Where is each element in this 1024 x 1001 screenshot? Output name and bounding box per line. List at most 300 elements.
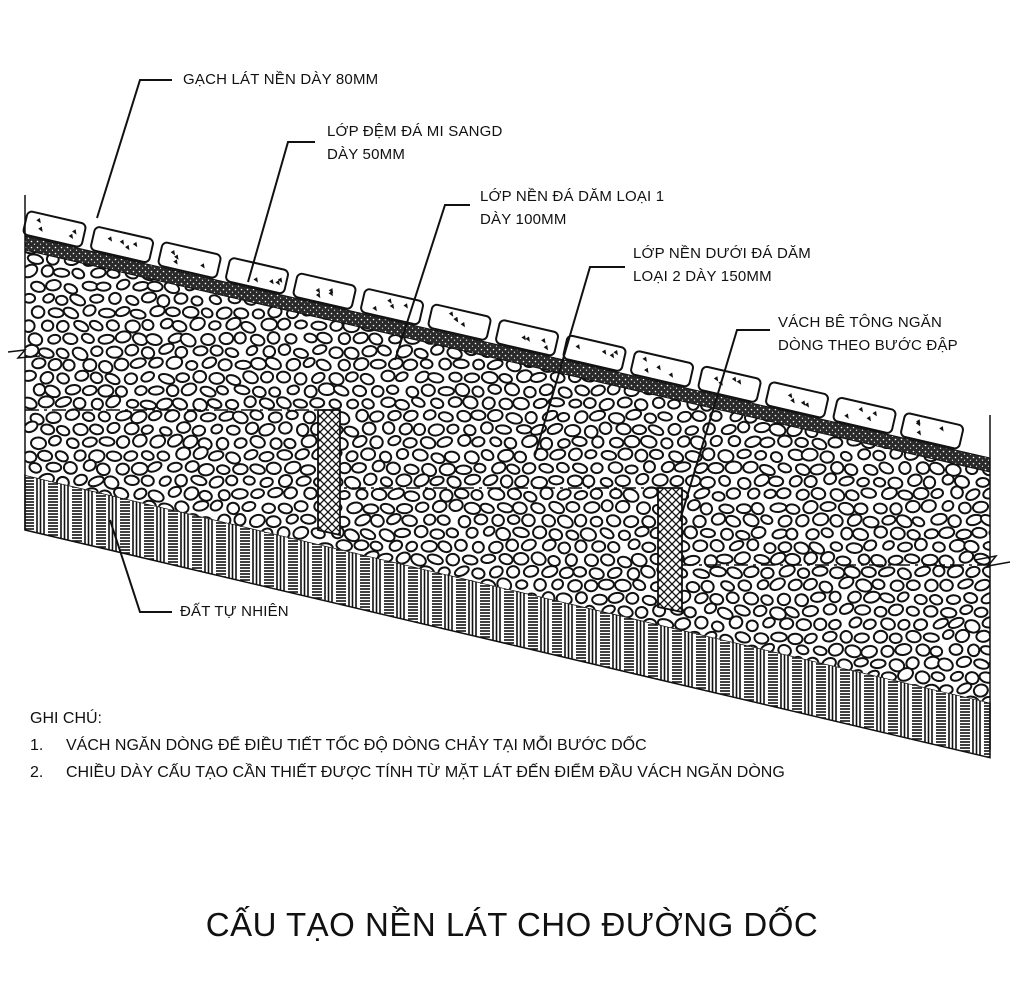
aggregate-stone — [989, 528, 1005, 539]
aggregate-stone — [830, 567, 845, 579]
aggregate-stone — [409, 241, 427, 255]
aggregate-stone — [989, 657, 1006, 671]
aggregate-stone — [139, 657, 155, 668]
aggregate-stone — [514, 655, 530, 669]
aggregate-stone — [651, 294, 666, 309]
aggregate-stone — [591, 489, 602, 499]
aggregate-stone — [639, 332, 655, 345]
aggregate-stone — [608, 462, 623, 474]
aggregate-stone — [208, 320, 221, 330]
aggregate-stone — [929, 748, 945, 760]
aggregate-stone — [39, 683, 56, 697]
aggregate-stone — [353, 230, 366, 241]
note-text: VÁCH NGĂN DÒNG ĐỂ ĐIỀU TIẾT TỐC ĐỘ DÒNG CHẢY TẠI MỖI BƯỚC DỐC — [66, 737, 647, 754]
aggregate-stone — [462, 215, 477, 225]
aggregate-stone — [785, 371, 800, 383]
aggregate-stone — [558, 230, 573, 244]
aggregate-stone — [839, 292, 855, 306]
aggregate-stone — [482, 293, 497, 306]
aggregate-stone — [520, 252, 538, 266]
aggregate-stone — [163, 226, 180, 242]
aggregate-stone — [177, 215, 190, 227]
aggregate-stone — [226, 241, 241, 256]
aggregate-stone — [126, 214, 138, 227]
aggregate-stone — [379, 267, 395, 281]
aggregate-stone — [592, 436, 604, 448]
aggregate-stone — [846, 543, 862, 554]
aggregate-stone — [852, 294, 867, 305]
aggregate-stone — [710, 566, 727, 577]
aggregate-stone — [904, 215, 920, 230]
aggregate-stone — [780, 228, 794, 240]
aggregate-stone — [452, 254, 470, 271]
aggregate-stone — [191, 683, 205, 695]
aggregate-stone — [814, 618, 827, 630]
aggregate-stone — [479, 242, 494, 251]
aggregate-stone — [515, 267, 529, 280]
aggregate-stone — [508, 671, 520, 683]
aggregate-stone — [753, 296, 769, 307]
aggregate-stone — [710, 306, 724, 317]
aggregate-stone — [438, 358, 451, 371]
aggregate-stone — [671, 217, 683, 227]
aggregate-stone — [658, 227, 674, 240]
aggregate-stone — [725, 305, 739, 318]
aggregate-stone — [174, 579, 191, 592]
aggregate-stone — [591, 280, 607, 294]
aggregate-stone — [523, 697, 535, 707]
aggregate-stone — [301, 669, 316, 681]
aggregate-stone — [240, 683, 255, 698]
aggregate-stone — [860, 253, 877, 265]
aggregate-stone — [537, 304, 554, 318]
aggregate-stone — [737, 504, 751, 513]
aggregate-stone — [147, 645, 164, 660]
aggregate-stone — [55, 685, 72, 698]
aggregate-stone — [972, 527, 987, 538]
aggregate-stone — [267, 672, 283, 685]
aggregate-stone — [854, 503, 868, 515]
aggregate-stone — [436, 227, 452, 242]
aggregate-stone — [125, 320, 140, 332]
note-item — [30, 737, 785, 755]
aggregate-stone — [896, 749, 909, 761]
aggregate-stone — [650, 684, 666, 698]
aggregate-stone — [22, 581, 35, 593]
aggregate-stone — [549, 476, 563, 485]
aggregate-stone — [63, 619, 78, 632]
aggregate-stone — [607, 696, 621, 708]
aggregate-stone — [209, 633, 226, 644]
aggregate-stone — [233, 670, 247, 682]
aggregate-stone — [914, 357, 929, 373]
aggregate-stone — [565, 425, 581, 437]
aggregate-stone — [661, 306, 676, 320]
note-text: CHIỀU DÀY CẤU TẠO CẦN THIẾT ĐƯỢC TÍNH TỪ MẶT LÁT ĐẾN ĐIỂM ĐẦU VÁCH NGĂN DÒNG — [66, 764, 785, 781]
aggregate-stone — [873, 477, 886, 487]
aggregate-stone — [829, 357, 843, 370]
aggregate-stone — [812, 359, 826, 371]
aggregate-stone — [381, 371, 394, 382]
aggregate-stone — [218, 359, 232, 372]
aggregate-stone — [236, 361, 251, 369]
aggregate-stone — [217, 669, 230, 682]
aggregate-stone — [329, 632, 345, 643]
aggregate-stone — [356, 488, 369, 500]
aggregate-stone — [83, 359, 96, 371]
aggregate-stone — [277, 450, 292, 461]
aggregate-stone — [328, 684, 344, 694]
aggregate-stone — [794, 280, 811, 294]
aggregate-stone — [764, 543, 776, 554]
aggregate-stone — [380, 242, 396, 253]
aggregate-stone — [318, 697, 333, 711]
aggregate-stone — [539, 256, 554, 266]
aggregate-stone — [474, 514, 487, 524]
aggregate-stone — [813, 226, 831, 242]
aggregate-stone — [516, 580, 527, 589]
aggregate-stone — [599, 293, 613, 305]
label-subbase-line1: LỚP NỀN DƯỚI ĐÁ DĂM — [633, 245, 811, 262]
aggregate-stone — [907, 398, 923, 408]
aggregate-stone — [810, 721, 828, 734]
aggregate-stone — [591, 463, 603, 474]
aggregate-stone — [529, 267, 544, 282]
aggregate-stone — [618, 448, 633, 461]
aggregate-stone — [585, 580, 598, 591]
aggregate-stone — [301, 514, 317, 525]
aggregate-stone — [667, 318, 682, 330]
aggregate-stone — [474, 280, 487, 291]
aggregate-stone — [940, 400, 954, 410]
aggregate-stone — [312, 239, 328, 254]
aggregate-stone — [318, 670, 334, 685]
aggregate-stone — [770, 503, 786, 513]
aggregate-stone — [497, 243, 513, 254]
aggregate-stone — [946, 252, 962, 268]
aggregate-stone — [449, 372, 462, 382]
aggregate-stone — [693, 516, 706, 528]
aggregate-stone — [402, 229, 418, 239]
aggregate-stone — [325, 214, 342, 229]
aggregate-stone — [634, 321, 647, 330]
label-cutoff-line2: DÒNG THEO BƯỚC ĐẬP — [778, 337, 958, 354]
aggregate-stone — [891, 580, 904, 591]
notes-block — [30, 710, 785, 791]
aggregate-stone — [879, 745, 897, 760]
aggregate-stone — [778, 542, 792, 553]
aggregate-stone — [464, 237, 482, 253]
aggregate-stone — [896, 281, 914, 296]
aggregate-stone — [956, 241, 974, 254]
aggregate-stone — [719, 215, 733, 226]
aggregate-stone — [558, 281, 571, 294]
aggregate-stone — [820, 214, 835, 228]
aggregate-stone — [899, 462, 910, 474]
aggregate-stone — [462, 266, 479, 281]
aggregate-stone — [439, 387, 454, 395]
aggregate-stone — [293, 684, 307, 698]
aggregate-stone — [225, 659, 242, 673]
aggregate-stone — [600, 215, 616, 229]
aggregate-stone — [53, 268, 69, 277]
aggregate-stone — [643, 699, 657, 708]
aggregate-stone — [981, 305, 998, 319]
drawing-title: CẤU TẠO NỀN LÁT CHO ĐƯỜNG DỐC — [205, 906, 819, 943]
aggregate-stone — [91, 580, 107, 591]
aggregate-stone — [150, 227, 164, 241]
aggregate-stone — [439, 463, 455, 476]
aggregate-stone — [982, 256, 996, 267]
aggregate-stone — [950, 358, 962, 370]
aggregate-stone — [28, 669, 46, 685]
aggregate-stone — [822, 293, 838, 305]
aggregate-stone — [106, 553, 122, 566]
aggregate-stone — [98, 385, 113, 397]
aggregate-stone — [514, 684, 531, 700]
aggregate-stone — [41, 606, 56, 615]
aggregate-stone — [360, 214, 378, 229]
aggregate-stone — [65, 668, 79, 681]
aggregate-stone — [642, 542, 656, 552]
aggregate-stone — [446, 659, 461, 673]
aggregate-stone — [57, 633, 70, 643]
aggregate-stone — [992, 473, 1007, 486]
aggregate-stone — [728, 436, 740, 447]
aggregate-stone — [250, 670, 266, 682]
aggregate-stone — [105, 683, 122, 698]
aggregate-stone — [891, 215, 906, 227]
aggregate-stone — [922, 554, 938, 565]
aggregate-stone — [149, 386, 164, 395]
aggregate-stone — [275, 657, 293, 672]
aggregate-stone — [805, 733, 822, 748]
notes-heading: GHI CHÚ: — [30, 710, 102, 727]
aggregate-stone — [658, 697, 673, 711]
aggregate-stone — [566, 501, 580, 512]
aggregate-stone — [796, 619, 811, 631]
aggregate-stone — [32, 306, 45, 318]
aggregate-stone — [847, 750, 860, 760]
aggregate-stone — [863, 229, 875, 238]
aggregate-stone — [551, 242, 564, 253]
aggregate-stone — [299, 694, 318, 710]
aggregate-stone — [828, 437, 842, 447]
aggregate-stone — [792, 356, 809, 371]
aggregate-stone — [616, 685, 629, 695]
aggregate-stone — [371, 672, 384, 685]
aggregate-stone — [58, 553, 72, 564]
aggregate-stone — [347, 682, 361, 694]
aggregate-stone — [446, 213, 462, 228]
aggregate-stone — [924, 529, 938, 539]
aggregate-stone — [870, 215, 887, 229]
aggregate-stone — [889, 267, 905, 280]
aggregate-stone — [209, 657, 224, 670]
aggregate-stone — [201, 225, 219, 242]
aggregate-stone — [837, 267, 854, 282]
aggregate-stone — [870, 735, 885, 746]
aggregate-stone — [242, 630, 257, 643]
aggregate-stone — [946, 281, 961, 293]
aggregate-stone — [726, 228, 740, 241]
aggregate-stone — [232, 230, 247, 241]
aggregate-stone — [572, 436, 587, 447]
aggregate-stone — [130, 697, 146, 709]
aggregate-stone — [353, 671, 369, 682]
aggregate-stone — [193, 370, 207, 383]
aggregate-stone — [508, 515, 520, 524]
aggregate-stone — [343, 629, 359, 643]
aggregate-stone — [21, 608, 35, 618]
aggregate-stone — [286, 410, 298, 419]
aggregate-stone — [597, 683, 614, 697]
aggregate-stone — [193, 659, 208, 673]
aggregate-stone — [116, 618, 131, 629]
aggregate-stone — [992, 579, 1008, 590]
aggregate-stone — [377, 682, 395, 698]
aggregate-stone — [447, 294, 463, 309]
aggregate-stone — [466, 683, 479, 694]
aggregate-stone — [506, 230, 519, 242]
aggregate-stone — [704, 554, 718, 568]
aggregate-stone — [79, 615, 95, 630]
aggregate-stone — [488, 229, 503, 242]
aggregate-stone — [285, 672, 298, 681]
aggregate-stone — [149, 568, 162, 579]
aggregate-stone — [121, 658, 137, 671]
label-paver: GẠCH LÁT NỀN DÀY 80MM — [183, 71, 379, 88]
aggregate-stone — [979, 228, 996, 244]
aggregate-stone — [872, 268, 886, 279]
aggregate-stone — [848, 386, 861, 395]
aggregate-stone — [22, 683, 38, 694]
aggregate-stone — [649, 449, 663, 460]
aggregate-stone — [923, 476, 935, 488]
aggregate-stone — [930, 359, 945, 373]
aggregate-stone — [253, 309, 265, 318]
aggregate-stone — [855, 216, 867, 227]
aggregate-stone — [846, 227, 861, 239]
aggregate-stone — [60, 593, 76, 607]
aggregate-stone — [532, 658, 545, 669]
aggregate-stone — [270, 437, 283, 449]
aggregate-stone — [25, 656, 38, 669]
aggregate-stone — [193, 346, 208, 356]
aggregate-stone — [90, 684, 103, 695]
aggregate-stone — [98, 698, 110, 709]
aggregate-stone — [99, 437, 115, 447]
aggregate-stone — [32, 539, 46, 553]
aggregate-stone — [628, 228, 640, 238]
aggregate-stone — [984, 407, 999, 420]
aggregate-stone — [762, 358, 777, 373]
aggregate-stone — [262, 503, 275, 513]
aggregate-stone — [557, 412, 569, 422]
aggregate-stone — [832, 386, 844, 395]
aggregate-stone — [923, 268, 938, 279]
aggregate-stone — [295, 320, 307, 329]
aggregate-stone — [338, 252, 352, 266]
aggregate-stone — [881, 645, 894, 657]
aggregate-stone — [309, 681, 325, 695]
aggregate-stone — [176, 658, 189, 668]
aggregate-stone — [422, 696, 435, 707]
aggregate-stone — [975, 426, 989, 438]
aggregate-stone — [887, 372, 905, 386]
aggregate-stone — [853, 736, 870, 750]
aggregate-stone — [72, 633, 87, 646]
label-bedding-line2: DÀY 50MM — [327, 146, 406, 163]
aggregate-stone — [592, 541, 606, 552]
aggregate-stone — [29, 565, 46, 579]
aggregate-stone — [186, 361, 198, 370]
aggregate-stone — [513, 553, 528, 565]
aggregate-stone — [361, 448, 375, 460]
aggregate-stone — [385, 619, 400, 630]
aggregate-stone — [822, 736, 835, 747]
aggregate-stone — [266, 642, 282, 655]
aggregate-stone — [430, 685, 442, 696]
aggregate-stone — [921, 239, 936, 253]
aggregate-stone — [939, 373, 952, 382]
aggregate-stone — [438, 669, 454, 681]
aggregate-stone — [285, 334, 297, 345]
aggregate-stone — [267, 228, 281, 239]
aggregate-stone — [617, 291, 632, 305]
aggregate-stone — [912, 228, 928, 241]
aggregate-stone — [923, 215, 936, 228]
aggregate-stone — [396, 448, 409, 460]
aggregate-stone — [583, 244, 596, 253]
aggregate-stone — [874, 527, 887, 538]
aggregate-stone — [132, 463, 148, 475]
aggregate-stone — [336, 646, 350, 659]
aggregate-stone — [610, 673, 622, 682]
aggregate-stone — [394, 656, 410, 670]
aggregate-stone — [526, 671, 538, 682]
aggregate-stone — [974, 216, 988, 229]
aggregate-stone — [474, 463, 486, 473]
aggregate-stone — [993, 371, 1006, 384]
aggregate-stone — [523, 229, 538, 238]
aggregate-stone — [201, 643, 215, 656]
aggregate-stone — [635, 606, 648, 619]
aggregate-stone — [115, 670, 129, 680]
aggregate-stone — [63, 694, 80, 707]
aggregate-stone — [268, 386, 280, 397]
aggregate-stone — [394, 683, 411, 698]
aggregate-stone — [437, 280, 452, 291]
aggregate-stone — [991, 684, 1006, 694]
aggregate-stone — [100, 565, 113, 578]
aggregate-stone — [928, 279, 944, 293]
aggregate-stone — [308, 215, 325, 230]
aggregate-stone — [726, 488, 741, 500]
aggregate-stone — [700, 528, 715, 538]
aggregate-stone — [225, 399, 239, 410]
aggregate-stone — [32, 645, 45, 656]
aggregate-stone — [829, 748, 846, 763]
aggregate-stone — [346, 216, 362, 227]
aggregate-stone — [55, 295, 68, 305]
aggregate-stone — [487, 695, 504, 707]
aggregate-stone — [292, 240, 311, 257]
aggregate-stone — [548, 269, 562, 283]
aggregate-stone — [46, 561, 65, 578]
aggregate-stone — [947, 595, 960, 604]
aggregate-stone — [131, 643, 147, 657]
